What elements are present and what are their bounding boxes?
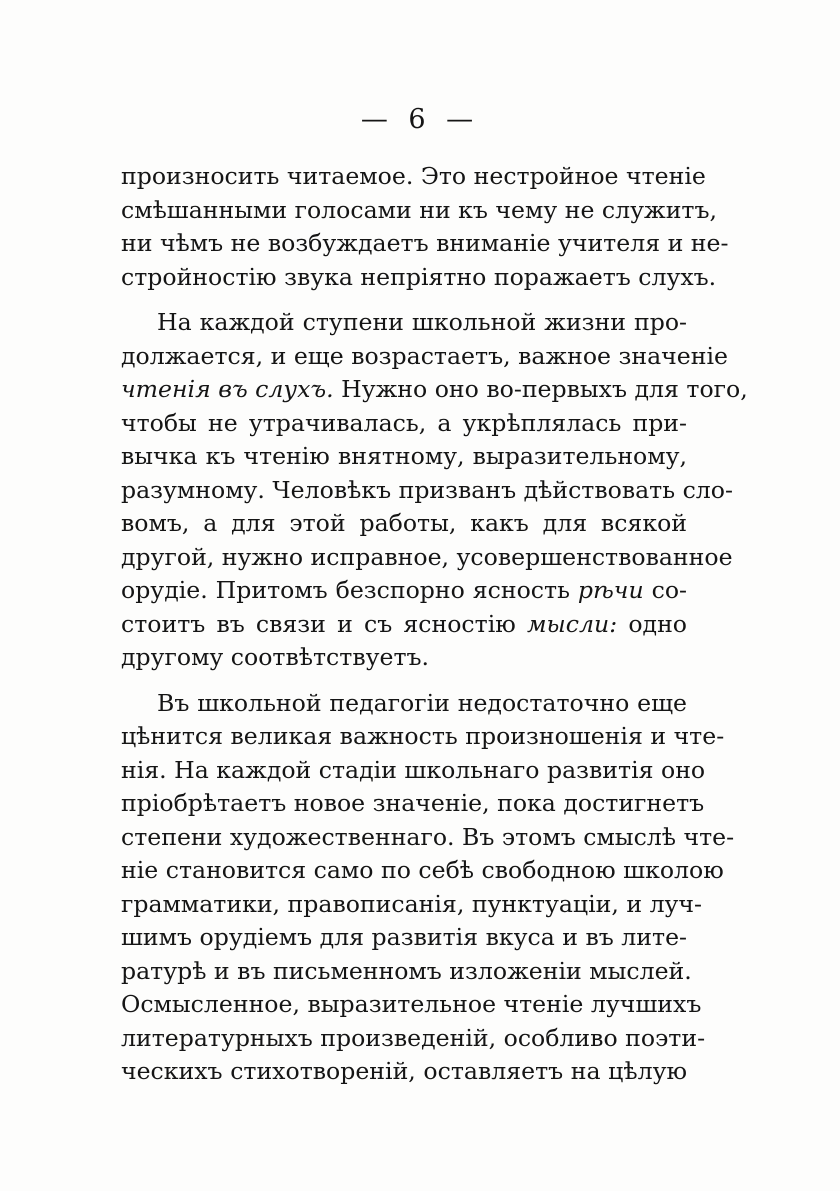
text-line: Осмысленное, выразительное чтеніе лучшихъ	[121, 990, 702, 1018]
text-line: стройностію звука непріятно поражаетъ слухъ.	[121, 262, 717, 291]
text-fragment: со-	[643, 576, 688, 604]
text-line: нія. На каждой стадіи школьнаго развитія оно	[121, 755, 706, 784]
italic-word: рѣчи	[577, 576, 644, 604]
text-line: другому соотвѣтствуетъ.	[121, 643, 430, 671]
paragraph-2	[121, 306, 748, 675]
body-text	[121, 160, 748, 1089]
text-line: должается, и еще возрастаетъ, важное значеніе	[121, 341, 728, 370]
text-line: грамматики, правописанія, пунктуаціи, и луч-	[121, 889, 703, 918]
italic-phrase: чтенія въ слухъ.	[121, 375, 334, 403]
text-line: смѣшанными голосами ни къ чему не служитъ,	[121, 195, 717, 224]
text-line: ни чѣмъ не возбуждаетъ вниманіе учителя и не-	[121, 229, 729, 257]
text-line: ческихъ стихотвореній, оставляетъ на цѣлую	[121, 1057, 687, 1085]
text-line: разумному. Человѣкъ призванъ дѣйствовать сло-	[121, 475, 733, 504]
text-fragment: орудіе. Притомъ безспорно ясность	[121, 576, 578, 604]
text-line: На каждой ступени школьной жизни про-	[157, 308, 687, 336]
text-line	[121, 608, 687, 642]
page-number: — 6 —	[360, 104, 480, 135]
text-line: ратурѣ и въ письменномъ изложеніи мыслей.	[121, 956, 692, 985]
text-line: Въ школьной педагогіи недостаточно еще	[157, 688, 687, 717]
text-line	[121, 574, 687, 608]
text-line: шимъ орудіемъ для развитія вкуса и въ лите-	[121, 923, 687, 951]
text-line: ніе становится само по себѣ свободною школою	[121, 856, 724, 884]
text-line: чтобы не утрачивалась, а укрѣплялась при-	[121, 408, 687, 437]
text-line	[121, 373, 748, 407]
text-line: другой, нужно исправное, усовершенствованное	[121, 542, 733, 571]
paragraph-3	[121, 687, 735, 1089]
text-line: пріобрѣтаетъ новое значеніе, пока достигнетъ	[121, 789, 705, 817]
text-line: цѣнится великая важность произношенія и чте-	[121, 722, 725, 750]
text-line: вычка къ чтенію внятному, выразительному,	[121, 442, 687, 470]
text-fragment: Нужно оно во-первыхъ для того,	[333, 375, 748, 403]
text-line: вомъ, а для этой работы, какъ для всякой	[121, 509, 687, 537]
text-fragment: одно	[617, 609, 688, 638]
text-fragment: стоитъ въ связи и съ ясностію	[121, 609, 527, 638]
italic-word: мысли:	[526, 609, 618, 638]
text-line: произносить читаемое. Это нестройное чтеніе	[121, 162, 706, 190]
text-line: литературныхъ произведеній, особливо поэти-	[121, 1023, 706, 1052]
text-line: степени художественнаго. Въ этомъ смыслѣ чте-	[121, 822, 735, 851]
paragraph-1	[121, 160, 729, 294]
